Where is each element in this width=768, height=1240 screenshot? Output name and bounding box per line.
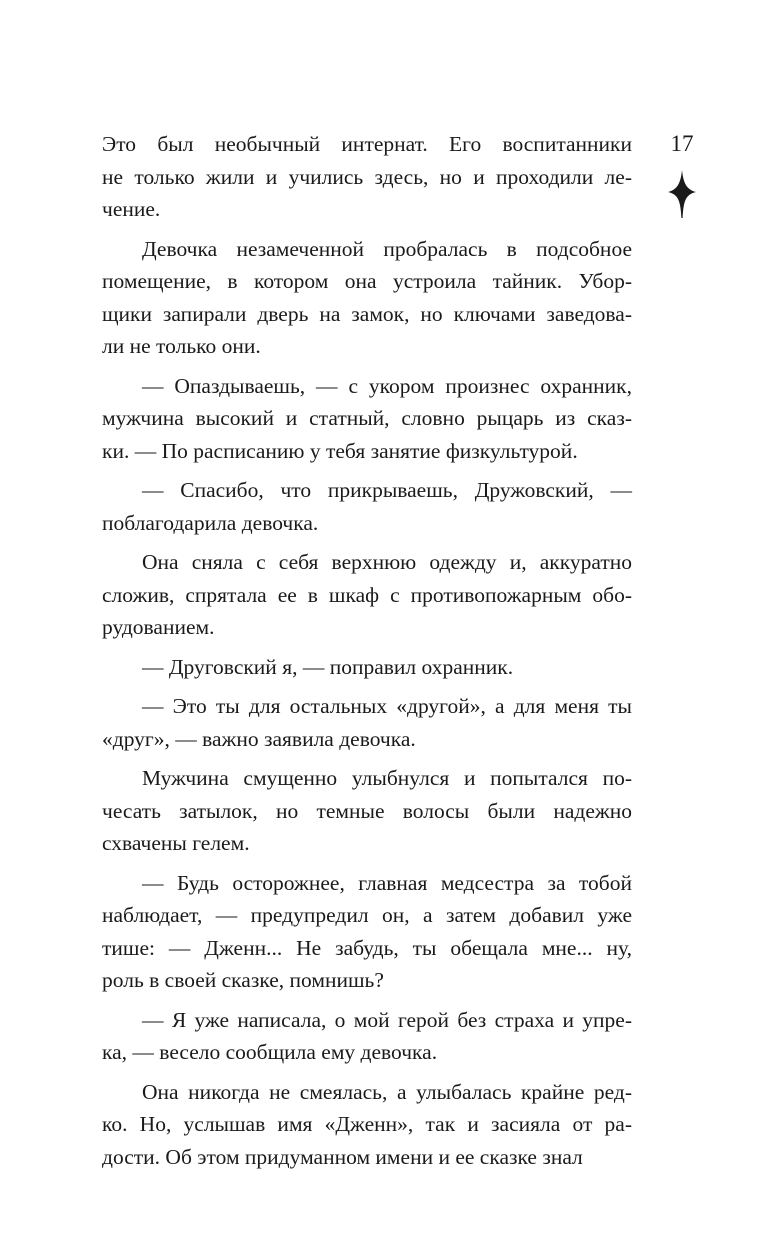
text-line: — Спасибо, что прикрываешь, Дружовский, — bbox=[142, 478, 632, 502]
paragraph bbox=[102, 1076, 632, 1174]
text-line: поблагодарила девочка. bbox=[102, 510, 319, 535]
paragraph bbox=[102, 867, 632, 997]
paragraph-gap bbox=[102, 1069, 632, 1076]
text-line: — Я уже написала, о мой герой без страха и упре- bbox=[142, 1007, 632, 1032]
paragraph-gap bbox=[102, 539, 632, 546]
text-line: — Друговский я, — поправил охранник. bbox=[142, 654, 514, 679]
text-line: щики запирали дверь на замок, но ключами заведова- bbox=[102, 301, 632, 326]
text-line: ли не только они. bbox=[102, 334, 261, 358]
text-line: чение. bbox=[102, 197, 161, 221]
text-line: ко. Но, услышав имя «Дженн», так и засияла от ра- bbox=[102, 1112, 632, 1136]
paragraph-gap bbox=[102, 363, 632, 370]
text-line: — Опаздываешь, — с укором произнес охранник, bbox=[142, 373, 632, 398]
text-line: тише: — Дженн... Не забудь, ты обещала мне... ну, bbox=[102, 935, 632, 960]
text-line: схвачены гелем. bbox=[102, 831, 250, 855]
paragraph bbox=[102, 546, 632, 644]
text-line: ка, — весело сообщила ему девочка. bbox=[102, 1040, 438, 1064]
text-line: Девочка незамеченной пробралась в подсобное bbox=[142, 236, 632, 261]
text-line: помещение, в котором она устроила тайник. Убор- bbox=[102, 269, 632, 293]
text-line: роль в своей сказке, помнишь? bbox=[102, 968, 384, 992]
text-line: Это был необычный интернат. Его воспитанники bbox=[102, 132, 632, 156]
text-line: ки. — По расписанию у тебя занятие физкультурой. bbox=[102, 438, 578, 463]
paragraph-gap bbox=[102, 683, 632, 690]
text-line: Она никогда не смеялась, а улыбалась крайне ред- bbox=[142, 1079, 632, 1104]
paragraph bbox=[102, 651, 632, 684]
text-line: сложив, спрятала ее в шкаф с противопожарным обо- bbox=[102, 582, 632, 607]
page-number: 17 bbox=[670, 131, 694, 156]
text-line: дости. Об этом придуманном имени и ее сказке знал bbox=[102, 1144, 583, 1169]
text-line: «друг», — важно заявила девочка. bbox=[102, 726, 416, 751]
text-line: рудованием. bbox=[102, 615, 215, 639]
text-line: не только жили и учились здесь, но и проходили ле- bbox=[102, 164, 632, 189]
four-point-star-icon bbox=[667, 170, 697, 218]
text-line: наблюдает, — предупредил он, а затем добавил уже bbox=[102, 903, 632, 927]
paragraph bbox=[102, 690, 632, 755]
paragraph bbox=[102, 762, 632, 860]
paragraph bbox=[102, 233, 632, 363]
text-line: Она сняла с себя верхнюю одежду и, аккуратно bbox=[142, 550, 632, 574]
body-text bbox=[102, 128, 632, 1173]
text-line: чесать затылок, но темные волосы были надежно bbox=[102, 798, 632, 823]
text-line: мужчина высокий и статный, словно рыцарь из сказ- bbox=[102, 406, 632, 430]
text-line: Мужчина смущенно улыбнулся и попытался по- bbox=[142, 766, 632, 790]
text-line: — Будь осторожнее, главная медсестра за тобой bbox=[142, 870, 632, 895]
paragraph-gap bbox=[102, 860, 632, 867]
paragraph bbox=[102, 128, 632, 226]
paragraph-gap bbox=[102, 644, 632, 651]
paragraph-gap bbox=[102, 467, 632, 474]
text-line: — Это ты для остальных «другой», а для меня ты bbox=[142, 694, 632, 718]
paragraph-gap bbox=[102, 755, 632, 762]
paragraph bbox=[102, 474, 632, 539]
paragraph bbox=[102, 1004, 632, 1069]
paragraph-gap bbox=[102, 226, 632, 233]
paragraph-gap bbox=[102, 997, 632, 1004]
paragraph bbox=[102, 370, 632, 468]
